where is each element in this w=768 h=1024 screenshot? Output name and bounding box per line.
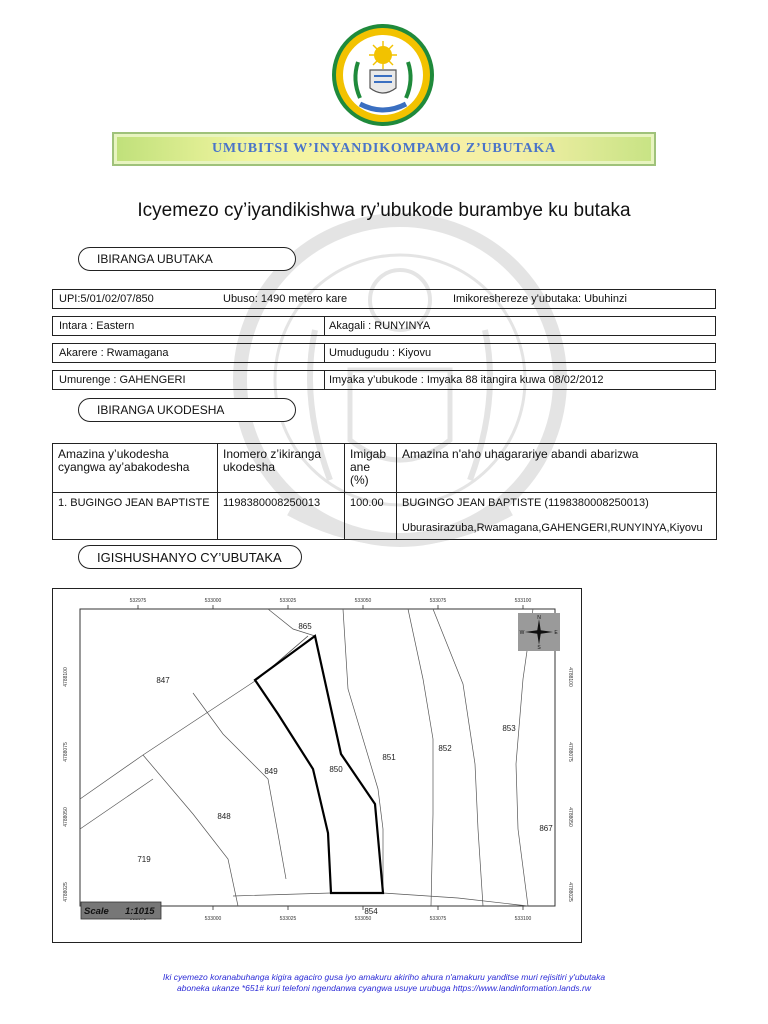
svg-text:E: E [554,630,558,636]
column-header: Inomero z’ikiranga ukodesha [218,444,345,493]
land-info-row-4 [52,370,716,390]
x-tick-label: 533000 [204,598,222,604]
parcel-label: 852 [438,744,452,753]
y-tick-label: 4788100 [63,667,69,687]
parcel-plan-svg [53,589,580,941]
x-tick-label: 533075 [429,916,447,922]
land-use-field: Imikoreshereze y'ubutaka: Ubuhinzi [453,293,627,305]
lease-term-field: Imyaka y’ubukode : Imyaka 88 itangira kuwa 08/02/2012 [329,374,604,386]
sector-field: Umurenge : GAHENGERI [59,374,186,386]
upi-field: UPI:5/01/02/07/850 [59,293,154,305]
representative-cell [397,493,717,540]
section-label-plan: IGISHUSHANYO CY’UBUTAKA [78,545,302,569]
y-tick-label: 4788075 [63,742,69,762]
representative-address: Uburasirazuba,Rwamagana,GAHENGERI,RUNYINYA,Kiyovu [402,522,703,534]
y-tick-label: 4788100 [567,667,573,687]
district-field: Akarere : Rwamagana [59,347,169,359]
parcel-label: 867 [539,824,553,833]
x-tick-label: 533050 [354,916,372,922]
x-tick-label: 532975 [129,598,147,604]
x-tick-label: 533075 [429,598,447,604]
column-header: Amazina n'aho uhagarariye abandi abarizwa [397,444,717,493]
table-row [53,493,717,540]
x-tick-label: 533100 [514,598,532,604]
x-tick-label: 533025 [279,598,297,604]
y-tick-label: 4788050 [63,807,69,827]
scale-value: 1:1015 [125,906,155,917]
land-info-row-3 [52,343,716,363]
compass-icon [518,613,560,651]
parcel-plan-map [52,588,582,943]
province-field: Intara : Eastern [59,320,135,332]
svg-text:S: S [537,645,541,651]
lessee-id: 1198380008250013 [218,493,345,540]
lessee-share: 100.00 [345,493,397,540]
lessee-table [52,443,717,540]
footer-line: Iki cyemezo koranabuhanga kigira agaciro gusa iyo amakuru akiriho ahura n'amakuru yanditse muri rejisitiri y'ubutaka [162,972,606,982]
lessee-name: 1. BUGINGO JEAN BAPTISTE [53,493,218,540]
parcel-label: 850 [329,765,343,774]
y-tick-label: 4788025 [567,882,573,902]
column-header: Amazina y’ukodesha cyangwa ay’abakodesha [53,444,218,493]
parcel-label: 847 [156,676,170,685]
land-info-row-2 [52,316,716,336]
parcel-label: 719 [137,855,151,864]
x-tick-label: 533025 [279,916,297,922]
y-tick-label: 4788075 [567,742,573,762]
representative-name: BUGINGO JEAN BAPTISTE (1198380008250013) [402,497,649,509]
section-label-land: IBIRANGA UBUTAKA [78,247,296,271]
village-field: Umudugudu : Kiyovu [329,347,432,359]
rwanda-coat-of-arms-icon [330,22,436,128]
area-field: Ubuso: 1490 metero kare [223,293,348,305]
x-tick-label: 533000 [204,916,222,922]
parcel-label: 865 [298,622,312,631]
x-tick-label: 533100 [514,916,532,922]
footer-notice [0,972,768,994]
y-tick-label: 4788025 [63,882,69,902]
parcel-label: 849 [264,767,278,776]
svg-text:N: N [537,615,541,621]
svg-text:W: W [519,630,525,636]
column-header: Imigab ane (%) [345,444,397,493]
document-title: Icyemezo cy’iyandikishwa ry’ubukode burambye ku butaka [137,200,631,221]
table-header-row [53,444,717,493]
x-tick-label: 533050 [354,598,372,604]
agency-banner [112,132,656,166]
land-info-row-1 [52,289,716,309]
y-tick-label: 4788050 [567,807,573,827]
parcel-label: 851 [382,753,396,762]
parcel-label: 854 [364,907,378,916]
parcel-label: 848 [217,812,231,821]
cell-field: Akagali : RUNYINYA [329,320,431,332]
scale-label: Scale [84,906,109,917]
footer-line: aboneka ukanze *651# kuri telefoni ngendanwa cyangwa usuye urubuga https://www.landinformation.lands.rw [177,983,591,993]
section-label-lessee: IBIRANGA UKODESHA [78,398,296,422]
agency-name: UMUBITSI W’INYANDIKOMPAMO Z’UBUTAKA [211,141,557,156]
parcel-label: 853 [502,724,516,733]
